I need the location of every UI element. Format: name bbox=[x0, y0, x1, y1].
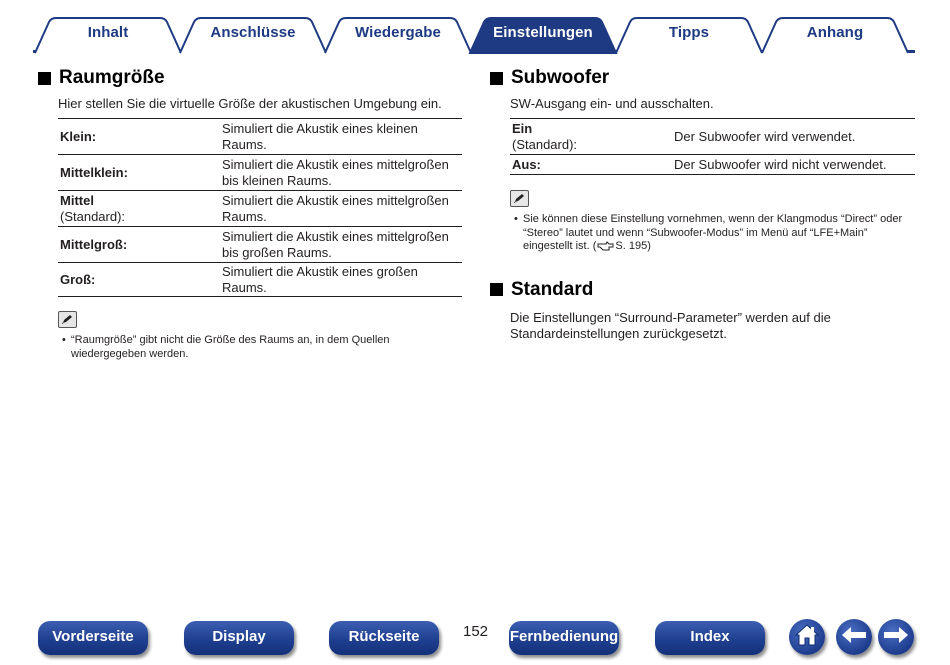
pointing-hand-icon bbox=[597, 241, 614, 256]
table-row bbox=[58, 263, 462, 297]
home-icon bbox=[794, 623, 820, 652]
tab-label: Anhang bbox=[806, 24, 864, 41]
option-key: Mittelklein: bbox=[58, 155, 220, 191]
arrow-left-icon bbox=[840, 625, 868, 650]
option-key: Groß: bbox=[58, 263, 220, 297]
table-row bbox=[58, 119, 462, 155]
tab-inhalt[interactable] bbox=[34, 18, 182, 53]
section-intro: SW-Ausgang ein- und ausschalten. bbox=[510, 96, 714, 111]
heading-square-icon bbox=[38, 72, 51, 85]
section-raumgroesse bbox=[38, 66, 463, 361]
table-row bbox=[510, 119, 915, 155]
options-table bbox=[510, 118, 915, 175]
tab-anhang[interactable] bbox=[761, 18, 909, 53]
option-desc: Simuliert die Akustik eines kleinen Raums. bbox=[220, 119, 462, 155]
options-table bbox=[58, 118, 462, 297]
section-heading bbox=[38, 66, 463, 90]
section-heading-standard bbox=[490, 278, 916, 302]
table-row bbox=[58, 191, 462, 227]
section-intro: Die Einstellungen “Surround-Parameter” werden auf die Standardeinstellungen zurückgesetzt. bbox=[510, 309, 831, 341]
page-number: 152 bbox=[463, 623, 489, 640]
option-key: Ein (Standard): bbox=[510, 119, 672, 155]
table-row bbox=[58, 227, 462, 263]
next-page-button[interactable] bbox=[878, 619, 914, 655]
option-key: Klein: bbox=[58, 119, 220, 155]
tab-tipps[interactable] bbox=[615, 18, 763, 53]
tab-label: Einstellungen bbox=[493, 24, 593, 41]
rear-panel-button[interactable]: Rückseite bbox=[329, 621, 439, 655]
heading-square-icon bbox=[490, 72, 503, 85]
tab-einstellungen[interactable] bbox=[469, 18, 617, 53]
previous-page-button[interactable] bbox=[836, 619, 872, 655]
pencil-icon bbox=[510, 190, 529, 207]
home-button[interactable] bbox=[789, 619, 825, 655]
pencil-icon bbox=[58, 311, 77, 328]
tab-wiedergabe[interactable] bbox=[324, 18, 472, 53]
section-title: Subwoofer bbox=[511, 67, 610, 88]
option-key: Mittelgroß: bbox=[58, 227, 220, 263]
option-desc: Der Subwoofer wird nicht verwendet. bbox=[672, 155, 915, 175]
section-title: Raumgröße bbox=[59, 67, 165, 88]
arrow-right-icon bbox=[882, 625, 910, 650]
front-panel-button[interactable]: Vorderseite bbox=[38, 621, 148, 655]
tab-anschluesse[interactable] bbox=[179, 18, 327, 53]
option-desc: Simuliert die Akustik eines großen Raums. bbox=[220, 263, 462, 297]
index-button[interactable]: Index bbox=[655, 621, 765, 655]
tab-label: Tipps bbox=[668, 24, 710, 41]
option-key: Aus: bbox=[510, 155, 672, 175]
chapter-tab-bar bbox=[0, 0, 950, 56]
tab-label: Anschlüsse bbox=[210, 24, 296, 41]
page-reference[interactable]: S. 195 bbox=[615, 240, 648, 252]
option-desc: Simuliert die Akustik eines mittelgroßen Raums. bbox=[220, 191, 462, 227]
option-key: Mittel (Standard): bbox=[58, 191, 220, 227]
option-desc: Simuliert die Akustik eines mittelgroßen bis kleinen Raums. bbox=[220, 155, 462, 191]
tab-label: Wiedergabe bbox=[355, 24, 441, 41]
remote-control-button[interactable]: Fernbedienung bbox=[509, 621, 619, 655]
section-subwoofer bbox=[490, 66, 916, 342]
option-desc: Der Subwoofer wird verwendet. bbox=[672, 119, 915, 155]
section-intro: Hier stellen Sie die virtuelle Größe der akustischen Umgebung ein. bbox=[58, 96, 442, 111]
tab-label: Inhalt bbox=[87, 24, 129, 41]
heading-square-icon bbox=[490, 283, 503, 296]
display-button[interactable]: Display bbox=[184, 621, 294, 655]
table-row bbox=[58, 155, 462, 191]
section-heading bbox=[490, 66, 916, 90]
note-text: • “Raumgröße” gibt nicht die Größe des Raums an, in dem Quellen wiedergegeben werden. bbox=[62, 334, 390, 360]
section-title: Standard bbox=[511, 278, 594, 300]
option-desc: Simuliert die Akustik eines mittelgroßen bis großen Raums. bbox=[220, 227, 462, 263]
note-text: • Sie können diese Einstellung vornehmen, wenn der Klangmodus “Direct” oder “Stereo” lautet und wenn “Subwoofer-Modus” im Menü auf “LFE+Main” eingestellt ist. ( S. 195) bbox=[514, 213, 916, 256]
table-row bbox=[510, 155, 915, 175]
